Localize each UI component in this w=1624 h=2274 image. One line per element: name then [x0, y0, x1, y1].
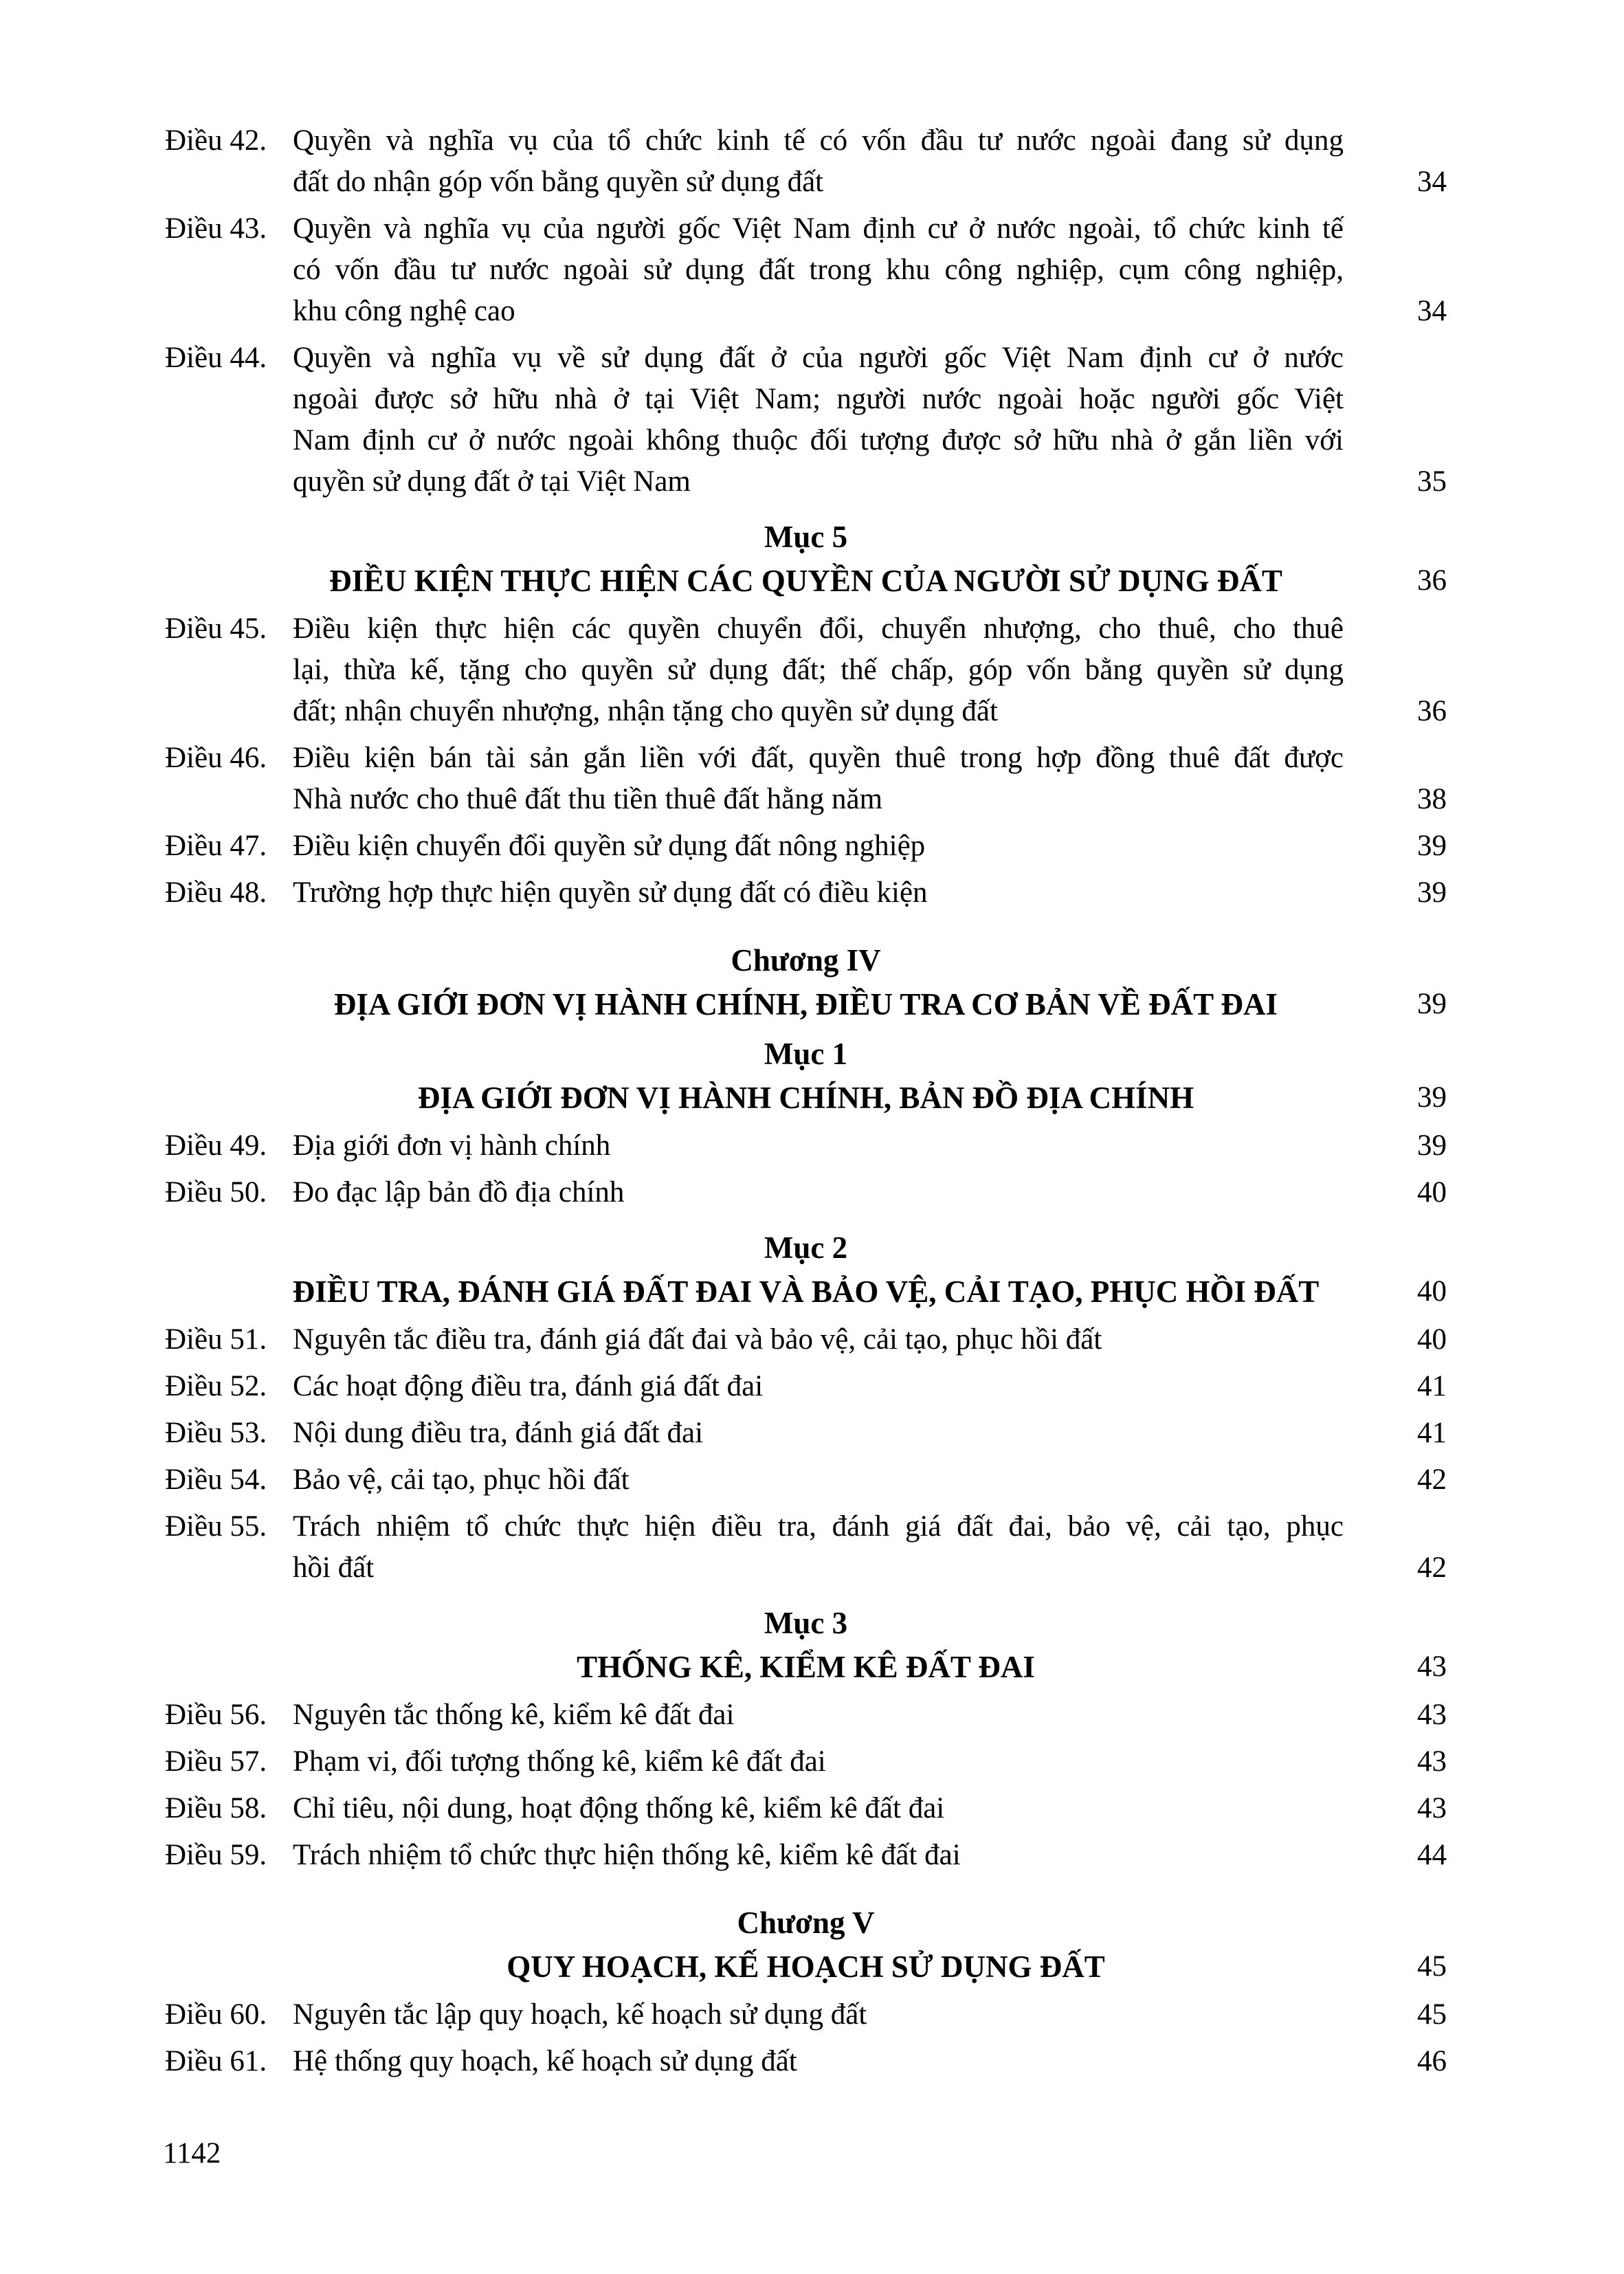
entry-title-line: khu công nghệ cao — [293, 295, 515, 327]
entry-title-line: Các hoạt động điều tra, đánh giá đất đai — [293, 1370, 764, 1402]
entry-title-line: lại, thừa kế, tặng cho quyền sử dụng đất; thế chấp, góp vốn bằng quyền sử dụng — [293, 654, 1344, 686]
entry-title-text — [293, 1741, 1344, 1782]
entry-title-line: Điều kiện thực hiện các quyền chuyển đổi, chuyển nhượng, cho thuê, cho thuê — [293, 612, 1344, 645]
toc-entry — [165, 1125, 1447, 1167]
toc-entry — [165, 1695, 1447, 1736]
entry-title-text — [293, 1172, 1344, 1213]
entry-page-number: 38 — [1417, 783, 1447, 815]
heading-title: QUY HOẠCH, KẾ HOẠCH SỬ DỤNG ĐẤT — [507, 1950, 1105, 1984]
entry-title-text — [293, 1459, 1344, 1501]
toc-chapter-heading — [165, 1901, 1447, 1989]
toc-entry — [165, 1835, 1447, 1876]
entry-page-number: 42 — [1417, 1552, 1447, 1584]
toc-section-heading — [165, 1226, 1447, 1314]
entry-article-label: Điều 52. — [165, 1370, 267, 1402]
entry-article-label: Điều 46. — [165, 742, 267, 774]
entry-title-line: Quyền và nghĩa vụ của người gốc Việt Nam định cư ở nước ngoài, tổ chức kinh tế — [293, 212, 1344, 245]
footer-page-number: 1142 — [163, 2137, 221, 2170]
entry-page-number: 41 — [1417, 1417, 1447, 1449]
entry-article-label: Điều 50. — [165, 1176, 267, 1208]
entry-title-text — [293, 1695, 1344, 1736]
entry-title-line: đất do nhận góp vốn bằng quyền sử dụng đất — [293, 166, 824, 198]
toc-entry — [165, 1172, 1447, 1213]
entry-title-line: Trách nhiệm tổ chức thực hiện thống kê, kiểm kê đất đai — [293, 1839, 961, 1871]
toc-entry — [165, 1459, 1447, 1501]
entry-title-text — [293, 1319, 1344, 1360]
entry-title-text — [293, 338, 1344, 503]
heading-title: ĐỊA GIỚI ĐƠN VỊ HÀNH CHÍNH, BẢN ĐỒ ĐỊA CHÍNH — [417, 1081, 1194, 1115]
toc-entry — [165, 1788, 1447, 1829]
entry-page-number: 35 — [1417, 465, 1447, 498]
entry-title-line: có vốn đầu tư nước ngoài sử dụng đất trong khu công nghiệp, cụm công nghiệp, — [293, 254, 1344, 286]
heading-title-row — [165, 1076, 1447, 1120]
entry-title-line: Chỉ tiêu, nội dung, hoạt động thống kê, kiểm kê đất đai — [293, 1792, 945, 1824]
toc-entry — [165, 1506, 1447, 1589]
entry-article-label: Điều 61. — [165, 2045, 267, 2077]
entry-title-line: Nguyên tắc lập quy hoạch, kế hoạch sử dụng đất — [293, 1998, 867, 2031]
entry-title-line: Phạm vi, đối tượng thống kê, kiểm kê đất đai — [293, 1745, 826, 1778]
entry-title-line: Nguyên tắc thống kê, kiểm kê đất đai — [293, 1699, 735, 1731]
heading-title: THỐNG KÊ, KIỂM KÊ ĐẤT ĐAI — [577, 1650, 1035, 1684]
entry-title-line: đất; nhận chuyển nhượng, nhận tặng cho quyền sử dụng đất — [293, 695, 998, 727]
toc-entry — [165, 1366, 1447, 1407]
entry-title-text — [293, 1788, 1344, 1829]
toc-entry — [165, 1741, 1447, 1782]
entry-article-label: Điều 56. — [165, 1699, 267, 1731]
heading-title: ĐỊA GIỚI ĐƠN VỊ HÀNH CHÍNH, ĐIỀU TRA CƠ BẢN VỀ ĐẤT ĐAI — [333, 987, 1278, 1022]
entry-title-text — [293, 120, 1344, 203]
entry-title-line: Quyền và nghĩa vụ về sử dụng đất ở của người gốc Việt Nam định cư ở nước — [293, 342, 1344, 374]
heading-title: ĐIỀU TRA, ĐÁNH GIÁ ĐẤT ĐAI VÀ BẢO VỆ, CẢI TẠO, PHỤC HỒI ĐẤT — [292, 1274, 1320, 1309]
heading-kicker: Mục 3 — [764, 1606, 848, 1640]
entry-article-label: Điều 53. — [165, 1417, 267, 1449]
entry-title-line: quyền sử dụng đất ở tại Việt Nam — [293, 465, 691, 498]
entry-title-text — [293, 1835, 1344, 1876]
entry-title-text — [293, 826, 1344, 867]
heading-page-number: 40 — [1417, 1275, 1447, 1307]
entry-title-line: Trường hợp thực hiện quyền sử dụng đất có điều kiện — [293, 876, 928, 909]
toc-entry — [165, 738, 1447, 820]
entry-title-line: Hệ thống quy hoạch, kế hoạch sử dụng đất — [293, 2045, 797, 2077]
heading-kicker: Chương V — [737, 1906, 875, 1940]
heading-kicker: Chương IV — [731, 943, 881, 978]
entry-article-label: Điều 57. — [165, 1745, 267, 1778]
toc-entry — [165, 872, 1447, 914]
entry-article-label: Điều 54. — [165, 1464, 267, 1496]
entry-title-line: Đo đạc lập bản đồ địa chính — [293, 1176, 625, 1208]
entry-page-number: 43 — [1417, 1792, 1447, 1824]
entry-title-text — [293, 1994, 1344, 2035]
entry-title-line: Nhà nước cho thuê đất thu tiền thuê đất hằng năm — [293, 783, 883, 815]
entry-page-number: 43 — [1417, 1745, 1447, 1778]
heading-title-row — [165, 982, 1447, 1026]
entry-page-number: 36 — [1417, 695, 1447, 727]
entry-title-line: Nguyên tắc điều tra, đánh giá đất đai và bảo vệ, cải tạo, phục hồi đất — [293, 1323, 1102, 1356]
entry-page-number: 39 — [1417, 876, 1447, 909]
entry-title-line: Địa giới đơn vị hành chính — [293, 1129, 611, 1162]
toc-entry — [165, 1994, 1447, 2035]
toc-entry — [165, 208, 1447, 332]
entry-title-line: Nội dung điều tra, đánh giá đất đai — [293, 1417, 704, 1449]
heading-title-row — [165, 1945, 1447, 1989]
entry-title-text — [293, 208, 1344, 332]
entry-page-number: 42 — [1417, 1464, 1447, 1496]
entry-title-text — [293, 1366, 1344, 1407]
entry-page-number: 39 — [1417, 1129, 1447, 1162]
table-of-contents — [165, 120, 1447, 2088]
heading-kicker: Mục 5 — [764, 520, 848, 554]
entry-title-line: hồi đất — [293, 1552, 375, 1584]
entry-title-text — [293, 608, 1344, 732]
toc-entry — [165, 120, 1447, 203]
entry-article-label: Điều 51. — [165, 1323, 267, 1356]
entry-title-line: ngoài được sở hữu nhà ở tại Việt Nam; người nước ngoài hoặc người gốc Việt — [293, 383, 1344, 415]
entry-page-number: 40 — [1417, 1176, 1447, 1208]
toc-section-heading — [165, 1032, 1447, 1120]
entry-title-text — [293, 1413, 1344, 1454]
toc-chapter-heading — [165, 938, 1447, 1026]
heading-kicker: Mục 2 — [764, 1230, 848, 1265]
heading-page-number: 39 — [1417, 988, 1447, 1020]
heading-title: ĐIỀU KIỆN THỰC HIỆN CÁC QUYỀN CỦA NGƯỜI SỬ DỤNG ĐẤT — [329, 564, 1282, 598]
entry-article-label: Điều 44. — [165, 342, 267, 374]
heading-kicker: Mục 1 — [764, 1037, 848, 1071]
entry-page-number: 41 — [1417, 1370, 1447, 1402]
entry-article-label: Điều 43. — [165, 212, 267, 245]
entry-page-number: 39 — [1417, 830, 1447, 862]
entry-title-text — [293, 738, 1344, 820]
heading-page-number: 39 — [1417, 1081, 1447, 1114]
entry-article-label: Điều 42. — [165, 124, 267, 157]
heading-title-row — [165, 1270, 1447, 1314]
heading-title-row — [165, 559, 1447, 603]
entry-article-label: Điều 58. — [165, 1792, 267, 1824]
toc-entry — [165, 2041, 1447, 2082]
toc-section-heading — [165, 1601, 1447, 1689]
entry-article-label: Điều 45. — [165, 612, 267, 645]
entry-page-number: 34 — [1417, 166, 1447, 198]
entry-article-label: Điều 60. — [165, 1998, 267, 2031]
entry-title-line: Quyền và nghĩa vụ của tổ chức kinh tế có vốn đầu tư nước ngoài đang sử dụng — [293, 124, 1344, 157]
entry-page-number: 43 — [1417, 1699, 1447, 1731]
entry-title-text — [293, 2041, 1344, 2082]
entry-page-number: 46 — [1417, 2045, 1447, 2077]
toc-entry — [165, 1413, 1447, 1454]
entry-title-text — [293, 1506, 1344, 1589]
entry-article-label: Điều 55. — [165, 1510, 267, 1543]
entry-page-number: 34 — [1417, 295, 1447, 327]
heading-page-number: 45 — [1417, 1950, 1447, 1983]
entry-title-line: Bảo vệ, cải tạo, phục hồi đất — [293, 1464, 630, 1496]
toc-entry — [165, 1319, 1447, 1360]
entry-page-number: 40 — [1417, 1323, 1447, 1356]
toc-section-heading — [165, 515, 1447, 603]
heading-page-number: 43 — [1417, 1651, 1447, 1683]
entry-article-label: Điều 59. — [165, 1839, 267, 1871]
entry-article-label: Điều 48. — [165, 876, 267, 909]
entry-title-line: Điều kiện bán tài sản gắn liền với đất, quyền thuê trong hợp đồng thuê đất được — [293, 742, 1344, 774]
toc-entry — [165, 338, 1447, 503]
entry-page-number: 44 — [1417, 1839, 1447, 1871]
heading-page-number: 36 — [1417, 564, 1447, 597]
entry-article-label: Điều 47. — [165, 830, 267, 862]
entry-title-text — [293, 1125, 1344, 1167]
heading-title-row — [165, 1645, 1447, 1689]
entry-page-number: 45 — [1417, 1998, 1447, 2031]
entry-title-line: Nam định cư ở nước ngoài không thuộc đối tượng được sở hữu nhà ở gắn liền với — [293, 424, 1344, 456]
entry-title-line: Điều kiện chuyển đổi quyền sử dụng đất nông nghiệp — [293, 830, 926, 862]
entry-article-label: Điều 49. — [165, 1129, 267, 1162]
toc-entry — [165, 826, 1447, 867]
toc-entry — [165, 608, 1447, 732]
entry-title-line: Trách nhiệm tổ chức thực hiện điều tra, đánh giá đất đai, bảo vệ, cải tạo, phục — [293, 1510, 1344, 1543]
entry-title-text — [293, 872, 1344, 914]
